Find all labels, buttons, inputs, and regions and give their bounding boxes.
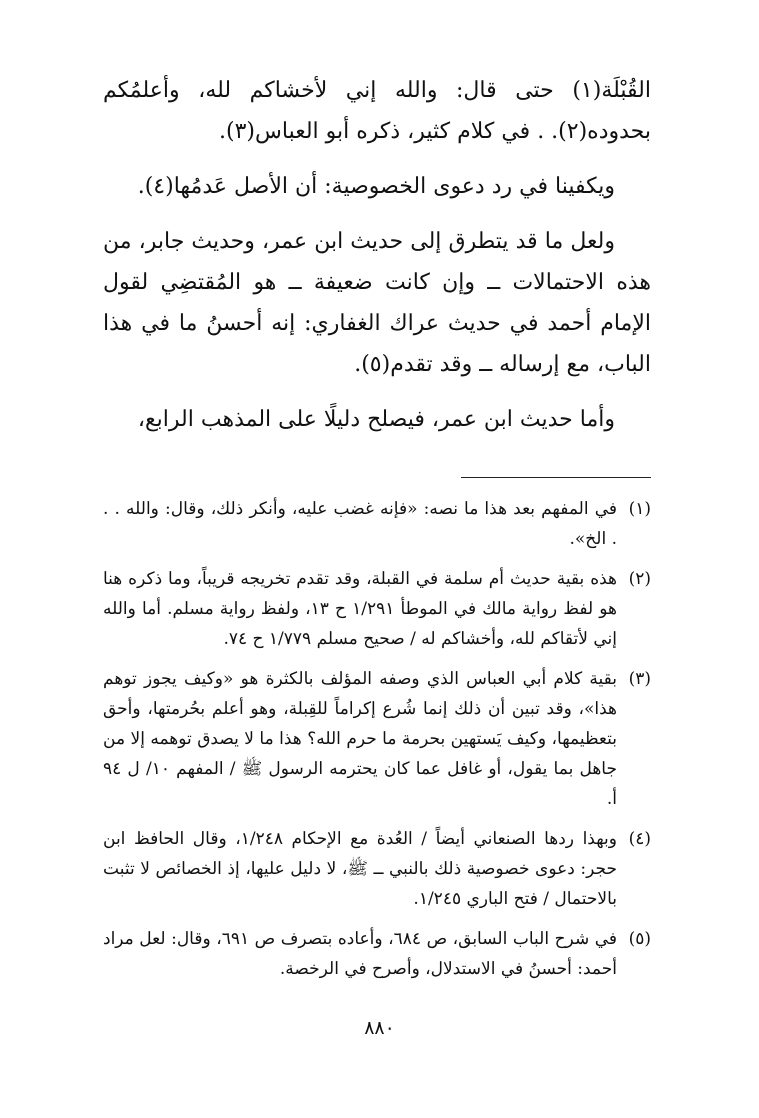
footnote-number: (٤) <box>628 829 651 849</box>
footnote-4 <box>103 824 651 914</box>
footnote-number: (٢) <box>628 569 651 589</box>
footnote-text: بقية كلام أبي العباس الذي وصفه المؤلف بالكثرة هو «وكيف يجوز توهم هذا»، وقد تبين أن ذلك إنما شُرع إكراماً للقِبلة، وهو أعلم بحُرمتها، وأحق بتعظيمها، وكيف يَستهين بحرمة ما حرم الله؟ هذا ما لا يصدق توهمه إلا من جاهل بما يقول، أو غافل عما كان يحترمه الرسول ﷺ / المفهم ١٠/ ل ٩٤ أ. <box>103 669 617 809</box>
footnote-number: (١) <box>628 499 651 519</box>
main-paragraph-3: ولعل ما قد يتطرق إلى حديث ابن عمر، وحديث جابر، من هذه الاحتمالات ــ وإن كانت ضعيفة ــ هو المُقتضِي لقول الإمام أحمد في حديث عراك الغفاري: إنه أحسنُ ما في هذا الباب، مع إرساله ــ وقد تقدم(٥). <box>103 229 651 377</box>
footnote-number: (٣) <box>628 669 651 689</box>
footnote-text: هذه بقية حديث أم سلمة في القبلة، وقد تقدم تخريجه قريباً، وما ذكره هنا هو لفظ رواية مالك في الموطأ ١/٢٩١ ح ١٣، ولفظ رواية مسلم. أما والله إني لأتقاكم لله، وأخشاكم له / صحيح مسلم ١/٧٧٩ ح ٧٤. <box>103 569 618 649</box>
footnote-text: في شرح الباب السابق، ص ٦٨٤، وأعاده بتصرف ص ٦٩١، وقال: لعل مراد أحمد: أحسنُ في الاستدلال، وأصرح في الرخصة. <box>103 929 618 979</box>
main-paragraph-2: ويكفينا في رد دعوى الخصوصية: أن الأصل عَدمُها(٤). <box>137 174 615 199</box>
footnote-5 <box>103 924 651 984</box>
footnote-1 <box>103 494 651 554</box>
main-paragraph-1: القُبْلَة(١) حتى قال: والله إني لأخشاكم لله، وأعلمُكم بحدوده(٢). . في كلام كثير، ذكره أبو العباس(٣). <box>103 78 651 144</box>
footnote-text: وبهذا ردها الصنعاني أيضاً / العُدة مع الإحكام ١/٢٤٨، وقال الحافظ ابن حجر: دعوى خصوصية ذلك بالنبي ــ ﷺ، لا دليل عليها، إذ الخصائص لا تثبت بالاحتمال / فتح الباري ١/٢٤٥. <box>103 829 617 909</box>
footnote-3 <box>103 664 651 814</box>
footnote-number: (٥) <box>628 929 651 949</box>
footnote-separator <box>461 477 651 478</box>
footnotes <box>103 494 651 994</box>
main-paragraph-4: وأما حديث ابن عمر، فيصلح دليلًا على المذهب الرابع، <box>137 407 615 432</box>
footnote-2 <box>103 564 651 654</box>
footnote-text: في المفهم بعد هذا ما نصه: «فإنه غضب عليه، وأنكر ذلك، وقال: والله . . . الخ». <box>103 499 617 549</box>
main-text <box>103 70 651 440</box>
page-number: ٨٨٠ <box>364 1017 395 1039</box>
